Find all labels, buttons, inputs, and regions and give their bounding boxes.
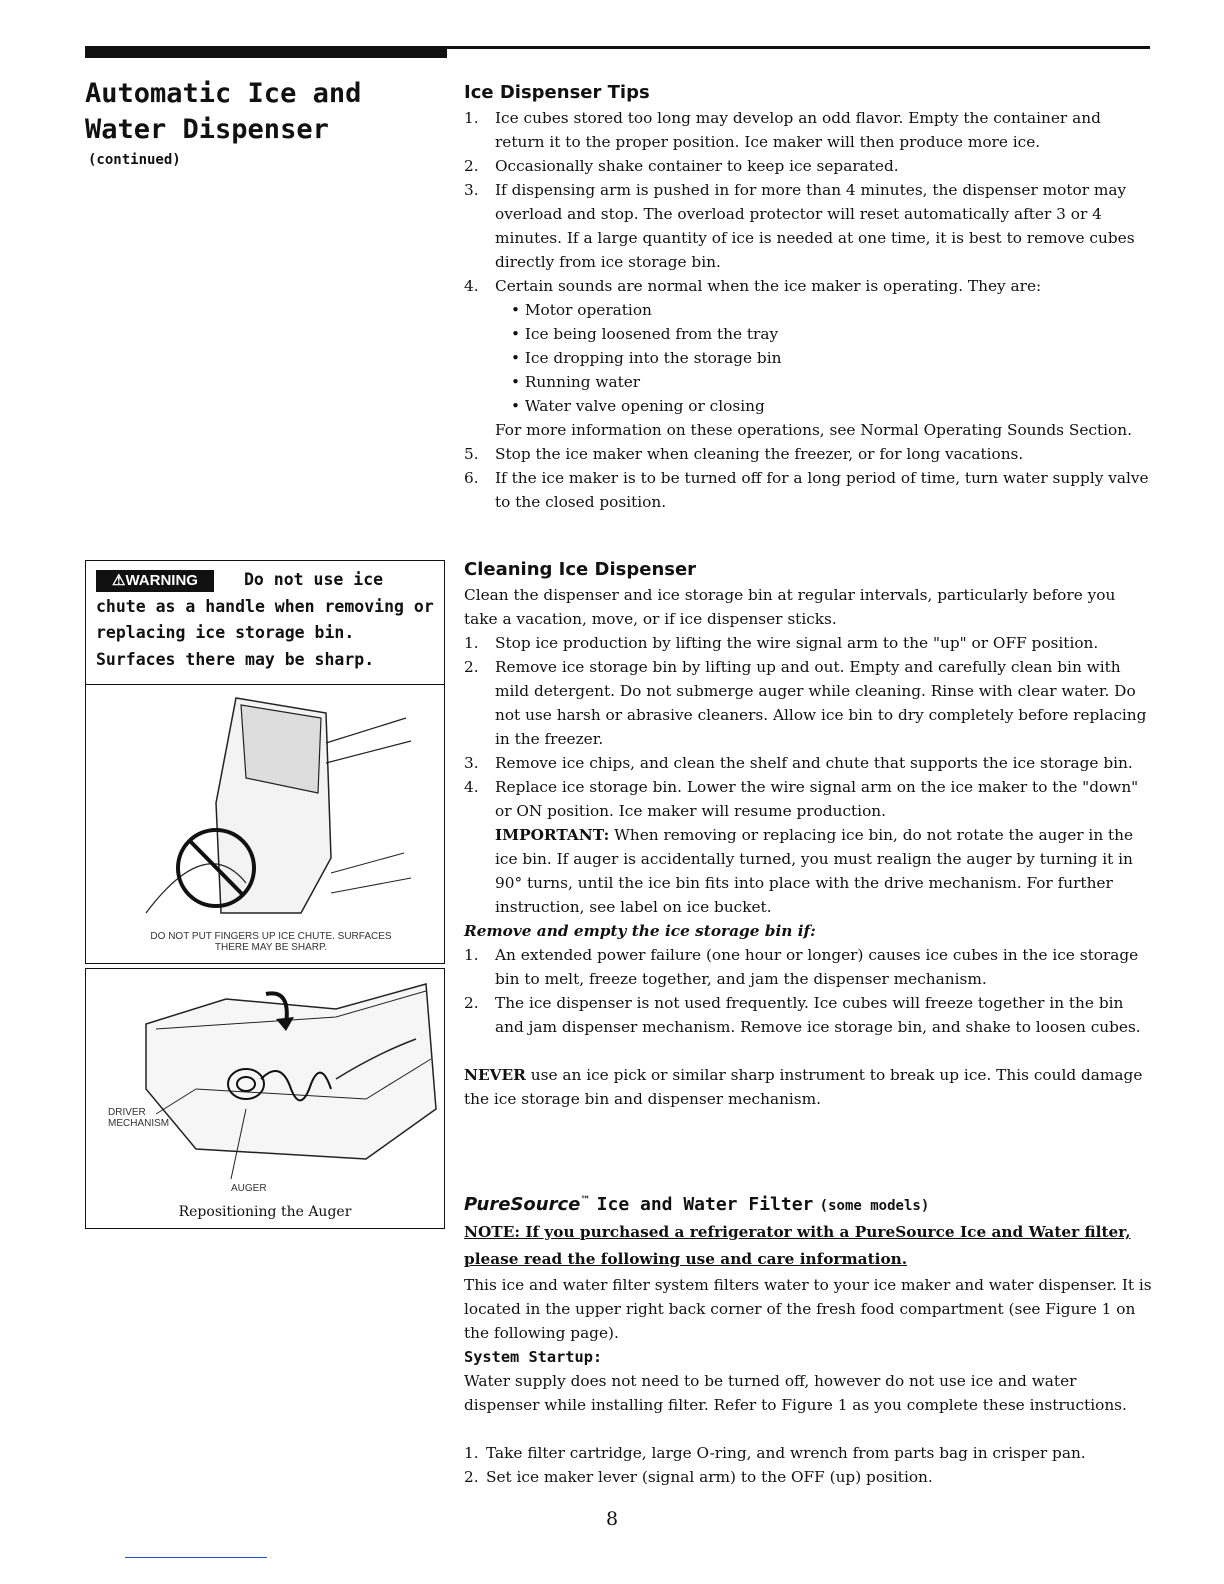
remove-list [464,943,1152,1039]
list-item: 3. Remove ice chips, and clean the shelf and chute that supports the ice storage bin. [464,754,1133,772]
warning-text: Do not use ice chute as a handle when removing or replacing ice storage bin. Surfaces there may be sharp. [96,570,434,669]
header-rule-thick [85,46,447,58]
driver-mechanism-label: DRIVER MECHANISM [108,1107,170,1129]
cleaning-list [464,631,1152,823]
remove-heading: Remove and empty the ice storage bin if: [464,922,816,940]
list-item: 2. Occasionally shake container to keep ice separated. [464,157,899,175]
warning-triangle-icon: ⚠ [112,572,126,589]
filter-heading: PureSource™ Ice and Water Filter (some models) [464,1194,930,1215]
figure2-caption: Repositioning the Auger [178,1204,352,1220]
ice-chute-illustration [86,683,444,923]
sounds-note: For more information on these operations, see Normal Operating Sounds Section. [495,421,1132,439]
list-item: 2. Set ice maker lever (signal arm) to the OFF (up) position. [464,1468,933,1486]
list-item: 3. If dispensing arm is pushed in for more than 4 minutes, the dispenser motor may overload and stop. The overload protector will reset automatically after 3 or 4 minutes. If a large quantity of ice is needed at one time, it is best to remove cubes directly from ice storage bin. [464,181,1135,271]
cleaning-intro: Clean the dispenser and ice storage bin at regular intervals, particularly before you take a vacation, move, or if ice dispenser sticks. [464,586,1116,628]
filter-intro: This ice and water filter system filters water to your ice maker and water dispenser. It is located in the upper right back corner of the fresh food compartment (see Figure 1 on the following page). [464,1276,1152,1342]
important-note: IMPORTANT: When removing or replacing ice bin, do not rotate the auger in the ice bin. If auger is accidentally turned, you must realign the auger by turning it in 90° turns, until the ice bin fits into place with the drive mechanism. For further instruction, see label on ice bucket. [495,826,1134,916]
list-item: 4. Certain sounds are normal when the ice maker is operating. They are: [464,277,1042,295]
filter-note: NOTE: If you purchased a refrigerator with a PureSource Ice and Water filter, please read the following use and care information. [464,1223,1131,1268]
sounds-list [464,298,1152,418]
list-item: • Motor operation [511,298,1152,322]
list-item: • Water valve opening or closing [511,394,1152,418]
page-subtitle: (continued) [88,152,181,168]
list-item: 2. Remove ice storage bin by lifting up and out. Empty and carefully clean bin with mild detergent. Do not submerge auger while cleaning. Rinse with clear water. Do not use harsh or abrasive cleaners. Allow ice bin to dry completely before replacing in the freezer. [464,658,1147,748]
list-item: 4. Replace ice storage bin. Lower the wire signal arm on the ice maker to the "down" or ON position. Ice maker will resume production. [464,778,1139,820]
footer-link-line [125,1557,267,1558]
filter-steps [464,1441,1152,1489]
list-item: 1. An extended power failure (one hour or longer) causes ice cubes in the ice storage bin to melt, freeze together, and jam the dispenser mechanism. [464,946,1139,988]
ice-dispenser-tips-section [464,80,1152,514]
list-item: 1. Ice cubes stored too long may develop an odd flavor. Empty the container and return it to the proper position. Ice maker will then produce more ice. [464,109,1101,151]
header-rule-thin [447,46,1150,49]
list-item: 1. Take filter cartridge, large O-ring, and wrench from parts bag in crisper pan. [464,1444,1086,1462]
figure1-caption: DO NOT PUT FINGERS UP ICE CHUTE. SURFACES THERE MAY BE SHARP. [150,931,392,953]
tips-list-2 [464,442,1152,514]
list-item: • Ice dropping into the storage bin [511,346,1152,370]
list-item: • Ice being loosened from the tray [511,322,1152,346]
figure-auger [85,968,445,1229]
auger-label: AUGER [231,1183,267,1194]
warning-box [85,560,445,685]
page-number: 8 [605,1508,619,1530]
never-note: NEVER use an ice pick or similar sharp instrument to break up ice. This could damage the ice storage bin and dispenser mechanism. [464,1066,1143,1108]
cleaning-section [464,557,1152,1111]
list-item: 6. If the ice maker is to be turned off for a long period of time, turn water supply valve to the closed position. [464,469,1149,511]
list-item: • Running water [511,370,1152,394]
list-item: 1. Stop ice production by lifting the wire signal arm to the "up" or OFF position. [464,634,1099,652]
tips-list [464,106,1152,298]
cleaning-heading: Cleaning Ice Dispenser [464,559,697,580]
filter-section [464,1188,1152,1489]
list-item: 5. Stop the ice maker when cleaning the freezer, or for long vacations. [464,445,1024,463]
auger-illustration [86,969,444,1184]
warning-badge: ⚠WARNING [96,570,214,592]
startup-text: Water supply does not need to be turned off, however do not use ice and water dispenser while installing filter. Refer to Figure 1 as you complete these instructions. [464,1372,1127,1414]
list-item: 2. The ice dispenser is not used frequently. Ice cubes will freeze together in the bin and jam dispenser mechanism. Remove ice storage bin, and shake to loosen cubes. [464,994,1141,1036]
page-title: Automatic Ice and Water Dispenser [85,78,362,145]
tips-heading: Ice Dispenser Tips [464,82,650,103]
figure-ice-chute [85,683,445,964]
startup-label: System Startup: [464,1348,603,1366]
